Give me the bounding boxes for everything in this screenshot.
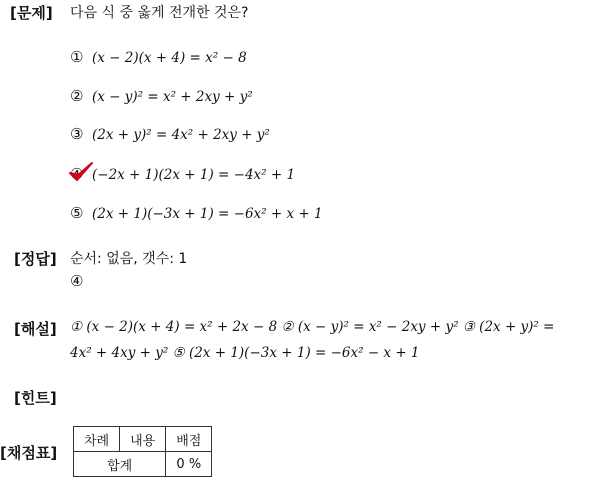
header-order: 차례 [74,427,120,452]
problem-label: [문제] [10,4,53,22]
checkmark-icon [68,160,94,184]
total-label: 합계 [74,452,166,477]
choice-number: ① [70,48,84,66]
total-value: 0 % [166,452,212,477]
header-content: 내용 [120,427,166,452]
question-text: 다음 식 중 옳게 전개한 것은? [70,5,249,21]
explanation-line-2: 4x² + 4xy + y² ⑤ (2x + 1)(−3x + 1) = −6x² − x + 1 [70,345,420,361]
hint-label: [힌트] [14,389,57,407]
choice-number: ⑤ [70,204,84,222]
explanation-line-1: ① (x − 2)(x + 4) = x² + 2x − 8 ② (x − y)² = x² − 2xy + y² ③ (2x + y)² = [70,319,555,335]
choice-expression: (2x + y)² = 4x² + 2xy + y² [92,127,270,143]
header-points: 배점 [166,427,212,452]
grading-label: [채점표] [0,444,58,462]
choice-1 [70,48,247,66]
choice-5 [70,204,323,222]
choice-number: ② [70,87,84,105]
answer-label: [정답] [14,250,57,268]
answer-order-text: 순서: 없음, 갯수: 1 [70,251,188,267]
table-row [74,452,212,477]
choice-expression: (−2x + 1)(2x + 1) = −4x² + 1 [92,167,296,183]
choice-expression: (2x + 1)(−3x + 1) = −6x² + x + 1 [92,206,323,222]
choice-2 [70,87,253,105]
choice-4 [70,165,295,183]
choice-expression: (x − 2)(x + 4) = x² − 8 [92,50,247,66]
grading-table [73,426,212,477]
choice-number: ③ [70,125,84,143]
explanation-label: [해설] [14,320,57,338]
answer-value: ④ [70,272,84,290]
choice-3 [70,125,270,143]
choice-expression: (x − y)² = x² + 2xy + y² [92,89,253,105]
table-row [74,427,212,452]
